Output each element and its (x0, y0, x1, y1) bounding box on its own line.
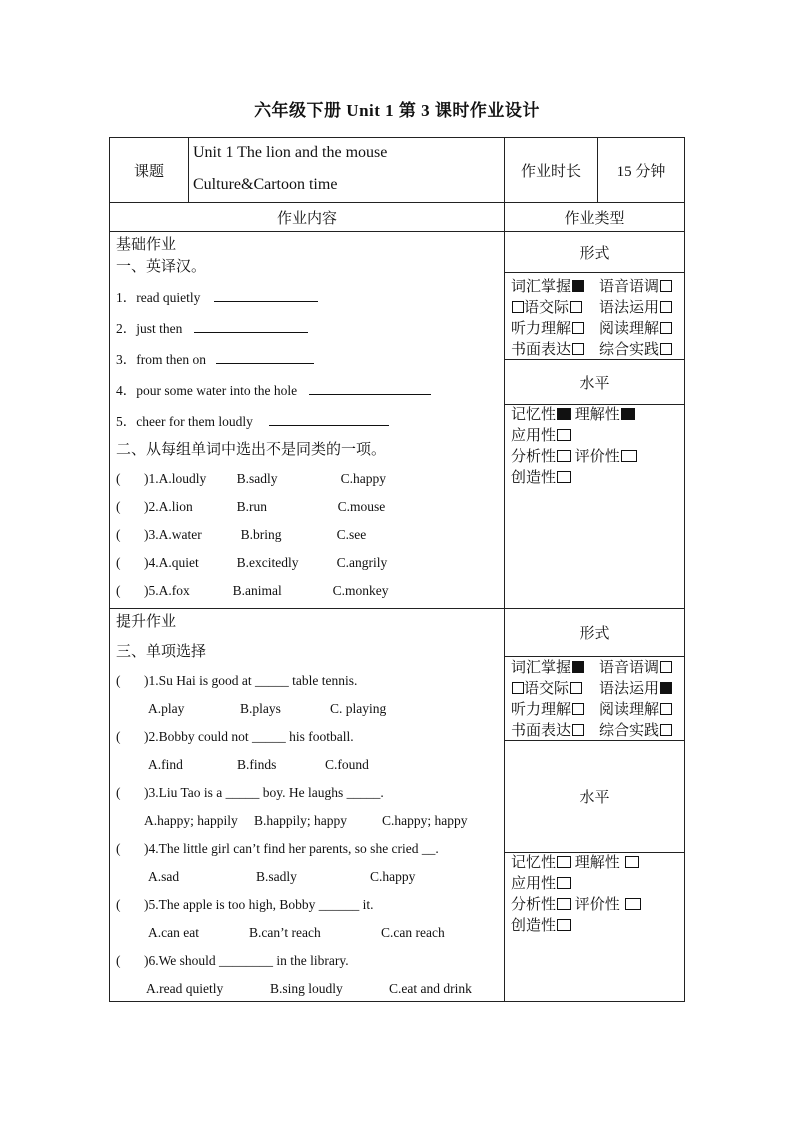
level-row (511, 405, 684, 426)
duration-value: 15 分钟 (616, 163, 666, 180)
checkbox[interactable] (660, 280, 672, 292)
form-row (511, 721, 684, 742)
option-c: C.see (336, 527, 367, 542)
list-item (116, 493, 504, 521)
worksheet-table (109, 137, 685, 1002)
level-option-label: 创造性 (511, 918, 557, 934)
form-option-label: 阅读理解 (599, 702, 660, 718)
level-label-cell-2 (504, 740, 685, 853)
checkbox[interactable] (557, 877, 571, 889)
phrase-text: 1．read quietly (116, 290, 201, 305)
checkbox[interactable] (557, 919, 571, 931)
stem-text: )6.We should ________ in the library. (144, 953, 349, 968)
form-option-label: 书面表达 (511, 342, 572, 358)
type-header-cell (504, 202, 685, 232)
option-c: C.mouse (337, 499, 386, 514)
form-option-label: 语法运用 (599, 300, 660, 316)
form-option-label: 语法运用 (599, 681, 660, 697)
answer-paren[interactable]: ( (116, 729, 121, 744)
form-label-cell-2 (504, 608, 685, 657)
answer-paren[interactable]: ( (116, 499, 121, 514)
option-a: A.fox (158, 583, 190, 598)
list-item (116, 577, 504, 605)
option-c: C.monkey (332, 583, 389, 598)
checkbox[interactable] (557, 898, 571, 910)
part1-title: 一、英译汉。 (116, 259, 207, 275)
level-option-label: 评价性 (574, 897, 620, 913)
option-b: B.can’t reach (249, 925, 321, 940)
option-a: A.find (148, 757, 183, 772)
question-options (116, 919, 504, 947)
level-option-label: 创造性 (511, 470, 557, 486)
stem-text: )2.Bobby could not _____ his football. (144, 729, 354, 744)
checkbox[interactable] (660, 682, 672, 694)
option-c: C.angrily (336, 555, 388, 570)
answer-paren[interactable]: ( (116, 841, 121, 856)
level-row (511, 853, 684, 874)
list-item (116, 549, 504, 577)
item-number: )3. (144, 527, 159, 542)
level-option-label: 评价性 (574, 449, 620, 465)
checkbox[interactable] (572, 322, 584, 334)
answer-paren[interactable]: ( (116, 555, 121, 570)
question-options (116, 807, 504, 835)
checkbox[interactable] (572, 661, 584, 673)
level-row (511, 468, 684, 489)
checkbox[interactable] (572, 724, 584, 736)
basic-section (109, 231, 505, 609)
topic-label: 课题 (133, 163, 164, 180)
checkbox[interactable] (621, 450, 637, 462)
checkbox[interactable] (621, 408, 635, 420)
option-b: B.sing loudly (270, 981, 343, 996)
level-options-1 (504, 404, 685, 609)
form-row (511, 700, 684, 721)
form-options-2 (504, 656, 685, 741)
answer-blank[interactable] (216, 349, 314, 364)
list-item (116, 406, 504, 437)
option-b: B.animal (232, 583, 282, 598)
level-row (511, 895, 684, 916)
question-options (116, 751, 504, 779)
basic-heading: 基础作业 (116, 237, 177, 253)
option-c: C.can reach (381, 925, 445, 940)
form-row (511, 277, 684, 298)
topic-label-cell (109, 137, 189, 203)
form-option-label: 词汇掌握 (511, 279, 572, 295)
level-option-label: 理解性 (574, 407, 620, 423)
option-b: B.sadly (236, 471, 278, 486)
checkbox[interactable] (557, 429, 571, 441)
stem-text: )3.Liu Tao is a _____ boy. He laughs _____. (144, 785, 384, 800)
form-option-label: 语交际 (524, 681, 570, 697)
checkbox[interactable] (557, 856, 571, 868)
level-label: 水平 (579, 375, 610, 392)
form-option-label: 听力理解 (511, 321, 572, 337)
answer-paren[interactable]: ( (116, 583, 121, 598)
option-b: B.sadly (256, 869, 297, 884)
option-c: C.found (325, 757, 369, 772)
form-option-label: 语交际 (524, 300, 570, 316)
checkbox[interactable] (660, 301, 672, 313)
option-b: B.finds (237, 757, 277, 772)
question-stem (116, 891, 504, 919)
type-header: 作业类型 (564, 210, 625, 227)
phrase-text: 4．pour some water into the hole (116, 383, 298, 398)
list-item (116, 344, 504, 375)
item-number: )4. (144, 555, 159, 570)
list-item (116, 313, 504, 344)
option-b: B.run (236, 499, 267, 514)
question-stem (116, 779, 504, 807)
form-option-label: 听力理解 (511, 702, 572, 718)
level-option-label: 理解性 (574, 855, 620, 871)
checkbox[interactable] (660, 724, 672, 736)
option-a: A.lion (158, 499, 193, 514)
checkbox[interactable] (660, 322, 672, 334)
checkbox[interactable] (660, 703, 672, 715)
stem-text: )4.The little girl can’t find her parents, so she cried __. (144, 841, 439, 856)
option-a: A.loudly (158, 471, 207, 486)
answer-blank[interactable] (194, 318, 308, 333)
form-option-label: 阅读理解 (599, 321, 660, 337)
list-item (116, 521, 504, 549)
level-option-label: 分析性 (511, 449, 557, 465)
level-row (511, 874, 684, 895)
checkbox[interactable] (512, 301, 524, 313)
form-row (511, 679, 684, 700)
option-c: C.happy; happy (382, 813, 468, 828)
checkbox[interactable] (572, 280, 584, 292)
level-option-label: 应用性 (511, 428, 557, 444)
answer-blank[interactable] (309, 380, 431, 395)
checkbox[interactable] (572, 343, 584, 355)
level-option-label: 分析性 (511, 897, 557, 913)
checkbox[interactable] (660, 343, 672, 355)
form-row (511, 319, 684, 340)
advanced-heading: 提升作业 (116, 614, 177, 630)
form-label-cell-1 (504, 231, 685, 273)
checkbox[interactable] (625, 856, 639, 868)
duration-value-cell (597, 137, 685, 203)
option-b: B.happily; happy (254, 813, 347, 828)
stem-text: )5.The apple is too high, Bobby ______ it. (144, 897, 374, 912)
option-b: B.plays (240, 701, 281, 716)
level-option-label: 记忆性 (511, 407, 557, 423)
question-stem (116, 947, 504, 975)
checkbox[interactable] (625, 898, 641, 910)
form-row (511, 658, 684, 679)
topic-line-2: Culture&Cartoon time (193, 176, 338, 193)
answer-paren[interactable]: ( (116, 673, 121, 688)
level-option-label: 应用性 (511, 876, 557, 892)
part2-title: 二、从每组单词中选出不是同类的一项。 (116, 442, 387, 458)
checkbox[interactable] (572, 703, 584, 715)
checkbox[interactable] (557, 450, 571, 462)
checkbox[interactable] (512, 682, 524, 694)
topic-cell (188, 137, 505, 203)
option-a: A.read quietly (146, 981, 224, 996)
stem-text: )1.Su Hai is good at _____ table tennis. (144, 673, 358, 688)
level-row (511, 916, 684, 937)
list-item (116, 282, 504, 313)
item-number: )2. (144, 499, 159, 514)
option-a: A.play (148, 701, 185, 716)
option-a: A.can eat (148, 925, 199, 940)
level-label-cell-1 (504, 359, 685, 405)
answer-paren[interactable]: ( (116, 953, 121, 968)
level-option-label: 记忆性 (511, 855, 557, 871)
item-number: )1. (144, 471, 159, 486)
content-header: 作业内容 (276, 210, 337, 227)
topic-line-1: Unit 1 The lion and the mouse (193, 144, 388, 161)
answer-blank[interactable] (269, 411, 389, 426)
level-options-2 (504, 852, 685, 1002)
checkbox[interactable] (660, 661, 672, 673)
answer-paren[interactable]: ( (116, 527, 121, 542)
question-stem (116, 667, 504, 695)
item-number: )5. (144, 583, 159, 598)
advanced-section (109, 608, 505, 1002)
part3-title: 三、单项选择 (116, 644, 207, 660)
option-b: B.excitedly (236, 555, 299, 570)
option-a: A.sad (148, 869, 180, 884)
question-options (116, 975, 504, 1003)
form-row (511, 340, 684, 361)
option-c: C. playing (330, 701, 387, 716)
list-item (116, 375, 504, 406)
duration-label: 作业时长 (520, 163, 581, 180)
option-a: A.quiet (158, 555, 199, 570)
form-label: 形式 (579, 245, 610, 262)
answer-paren[interactable]: ( (116, 897, 121, 912)
option-b: B.bring (240, 527, 282, 542)
level-label: 水平 (579, 790, 610, 806)
answer-paren[interactable]: ( (116, 785, 121, 800)
form-option-label: 综合实践 (599, 342, 660, 358)
list-item (116, 465, 504, 493)
checkbox[interactable] (557, 408, 571, 420)
question-options (116, 863, 504, 891)
form-option-label: 语音语调 (599, 660, 660, 676)
option-a: A.happy; happily (144, 813, 238, 828)
option-a: A.water (158, 527, 202, 542)
duration-label-cell (504, 137, 598, 203)
answer-blank[interactable] (214, 287, 318, 302)
phrase-text: 5．cheer for them loudly (116, 414, 253, 429)
option-c: C.eat and drink (389, 981, 472, 996)
option-c: C.happy (370, 869, 416, 884)
checkbox[interactable] (557, 471, 571, 483)
form-option-label: 综合实践 (599, 723, 660, 739)
answer-paren[interactable]: ( (116, 471, 121, 486)
content-header-cell (109, 202, 505, 232)
form-options-1 (504, 272, 685, 360)
checkbox[interactable] (570, 682, 582, 694)
form-row (511, 298, 684, 319)
question-stem (116, 835, 504, 863)
checkbox[interactable] (570, 301, 582, 313)
form-option-label: 书面表达 (511, 723, 572, 739)
question-stem (116, 723, 504, 751)
phrase-text: 2．just then (116, 321, 183, 336)
question-options (116, 695, 504, 723)
page-title: 六年级下册 Unit 1 第 3 课时作业设计 (254, 101, 540, 120)
form-option-label: 词汇掌握 (511, 660, 572, 676)
form-label: 形式 (579, 626, 610, 642)
phrase-text: 3．from then on (116, 352, 206, 367)
level-row (511, 426, 684, 447)
level-row (511, 447, 684, 468)
form-option-label: 语音语调 (599, 279, 660, 295)
option-c: C.happy (340, 471, 386, 486)
